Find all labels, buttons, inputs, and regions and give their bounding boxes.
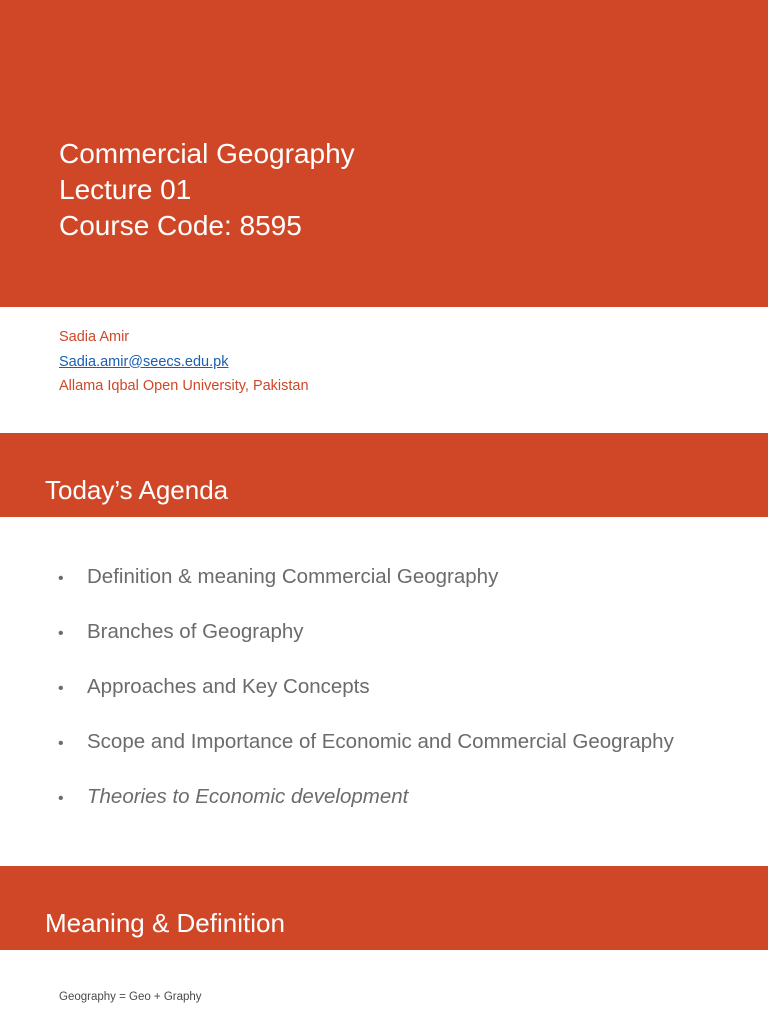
agenda-item-label: Definition & meaning Commercial Geography — [87, 565, 499, 588]
agenda-item — [58, 727, 674, 782]
agenda-item — [58, 672, 674, 727]
agenda-item-label: Approaches and Key Concepts — [87, 675, 370, 698]
geography-equation: Geography = Geo + Graphy — [59, 991, 202, 1003]
bullet-icon: • — [58, 680, 64, 697]
bullet-icon: • — [58, 625, 64, 642]
author-name: Sadia Amir — [59, 329, 130, 345]
course-name: Commercial Geography — [59, 138, 355, 169]
agenda-item-label: Theories to Economic development — [87, 785, 409, 808]
author-email-link[interactable]: Sadia.amir@seecs.edu.pk — [59, 353, 229, 370]
bullet-icon: • — [58, 790, 64, 807]
agenda-item — [58, 617, 674, 672]
agenda-item — [58, 562, 674, 617]
agenda-item-label: Scope and Importance of Economic and Commercial Geography — [87, 730, 674, 753]
course-code: Course Code: 8595 — [59, 210, 302, 241]
agenda-list — [58, 562, 674, 837]
lecture-number: Lecture 01 — [59, 174, 192, 205]
agenda-item — [58, 782, 674, 837]
meaning-heading: Meaning & Definition — [45, 908, 285, 938]
bullet-icon: • — [58, 735, 64, 752]
title-slide-title — [59, 136, 355, 244]
agenda-item-label: Branches of Geography — [87, 620, 304, 643]
author-info — [59, 325, 309, 399]
author-institution: Allama Iqbal Open University, Pakistan — [59, 378, 309, 394]
agenda-heading: Today’s Agenda — [45, 475, 229, 505]
bullet-icon: • — [58, 570, 64, 587]
